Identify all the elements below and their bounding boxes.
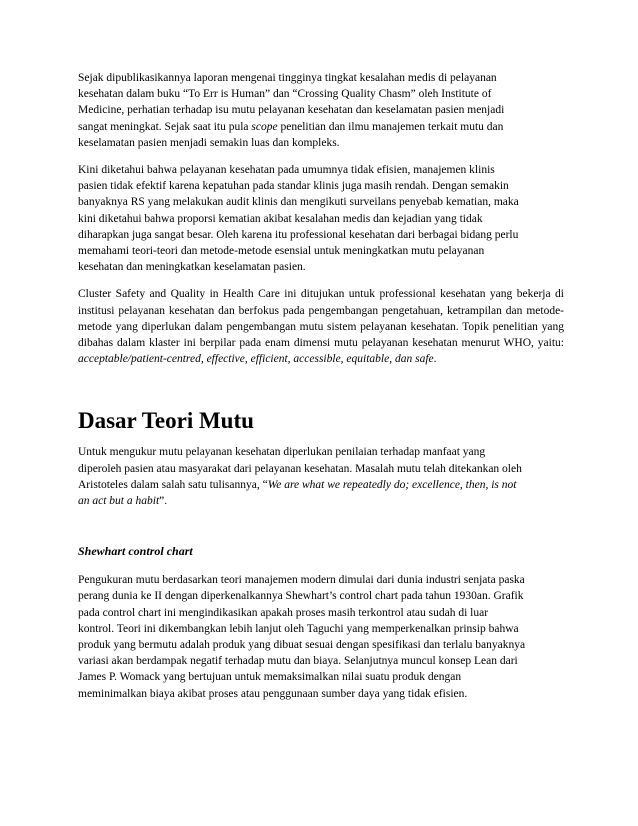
text-line: banyaknya RS yang melakukan audit klinis dan mengikuti surveilans penyebab kematian, maka bbox=[78, 196, 519, 209]
text-line: kesehatan dan meningkatkan keselamatan pasien. bbox=[78, 261, 306, 274]
text-line: memahami teori-teori dan metode-metode esensial untuk meningkatkan mutu pelayanan bbox=[78, 245, 485, 258]
text-line: kontrol. Teori ini dikembangkan lebih lanjut oleh Taguchi yang memperkenalkan prinsip bahwa bbox=[78, 622, 519, 635]
text-line: pasien tidak efektif karena kepatuhan pada standar klinis juga masih rendah. Dengan semakin bbox=[78, 180, 509, 193]
italic-term-scope: scope bbox=[251, 120, 278, 133]
italic-who-dimensions: acceptable/patient-centred, effective, efficient, accessible, equitable, dan safe bbox=[78, 353, 434, 366]
text-line: kini diketahui bahwa proporsi kematian akibat kesalahan medis dan kejadian yang tidak bbox=[78, 212, 483, 225]
subsection-heading: Shewhart control chart bbox=[78, 544, 193, 559]
paragraph-shewhart bbox=[78, 572, 564, 702]
document-page bbox=[78, 70, 564, 702]
text-line: Medicine, perhatian terhadap isu mutu pelayanan kesehatan dan keselamatan pasien menjadi bbox=[78, 104, 505, 117]
text-line: Pengukuran mutu berdasarkan teori manajemen modern dimulai dari dunia industri senjata paska bbox=[78, 574, 525, 587]
text-line bbox=[78, 493, 564, 509]
text-line: James P. Womack yang bertujuan untuk memaksimalkan nilai suatu produk dengan bbox=[78, 671, 462, 684]
text-line: produk yang bermutu adalah produk yang dibuat sesuai dengan spesifikasi dan terlalu banyaknya bbox=[78, 639, 526, 652]
text-line: diperoleh pasien atau masyarakat dari pelayanan kesehatan. Masalah mutu telah ditekankan oleh bbox=[78, 462, 522, 475]
text-segment: Aristoteles dalam salah satu tulisannya, “ bbox=[78, 478, 268, 491]
text-segment: sangat meningkat. Sejak saat itu pula bbox=[78, 120, 252, 133]
text-line: diharapkan juga sangat besar. Oleh karena itu professional kesehatan dari berbagai bidang perlu bbox=[78, 228, 519, 241]
paragraph-efficiency bbox=[78, 162, 564, 275]
text-segment: Cluster Safety and Quality in Health Care ini ditujukan untuk professional kesehatan yang bekerja di institusi pelayanan kesehatan dan berfokus pada pengembangan pengetahuan, ketrampilan dan metode-metode yang diperlukan dalam pengembangan mutu sistem pelayanan kesehatan. Topik penelitian yang dibahas dalam klaster ini berpilar pada enam dimensi mutu pelayanan kesehatan menurut WHO, yaitu: bbox=[78, 288, 564, 350]
text-line: variasi akan berdampak negatif terhadap mutu dan biaya. Selanjutnya muncul konsep Lean dari bbox=[78, 655, 518, 668]
text-line: perang dunia ke II dengan diperkenalkannya Shewhart’s control chart pada tahun 1930an. Grafik bbox=[78, 590, 524, 603]
section-heading: Dasar Teori Mutu bbox=[78, 408, 254, 434]
text-line bbox=[78, 119, 564, 135]
text-segment: . bbox=[433, 353, 437, 366]
text-line: Kini diketahui bahwa pelayanan kesehatan pada umumnya tidak efisien, manajemen klinis bbox=[78, 164, 495, 177]
text-line: meminimalkan biaya akibat proses atau penggunaan sumber daya yang tidak efisien. bbox=[78, 687, 468, 700]
text-segment: penelitian dan ilmu manajemen terkait mutu dan bbox=[277, 120, 504, 133]
text-line: pada control chart ini mengindikasikan apakah proses masih terkontrol atau sudah di luar bbox=[78, 606, 489, 619]
paragraph-quality-theory bbox=[78, 444, 564, 509]
paragraph-intro bbox=[78, 70, 564, 151]
italic-quote: an act but a habit bbox=[78, 495, 160, 508]
text-line: keselamatan pasien menjadi semakin luas dan kompleks. bbox=[78, 136, 340, 149]
text-line: Sejak dipublikasikannya laporan mengenai tingginya tingkat kesalahan medis di pelayanan bbox=[78, 72, 497, 84]
text-line: Untuk mengukur mutu pelayanan kesehatan diperlukan penilaian terhadap manfaat yang bbox=[78, 446, 486, 459]
paragraph-cluster bbox=[78, 286, 564, 367]
text-line bbox=[78, 477, 564, 493]
text-line: kesehatan dalam buku “To Err is Human” dan “Crossing Quality Chasm” oleh Institute of bbox=[78, 88, 492, 101]
italic-quote: We are what we repeatedly do; excellence, then, is not bbox=[267, 478, 517, 491]
text-segment: ”. bbox=[159, 495, 168, 508]
